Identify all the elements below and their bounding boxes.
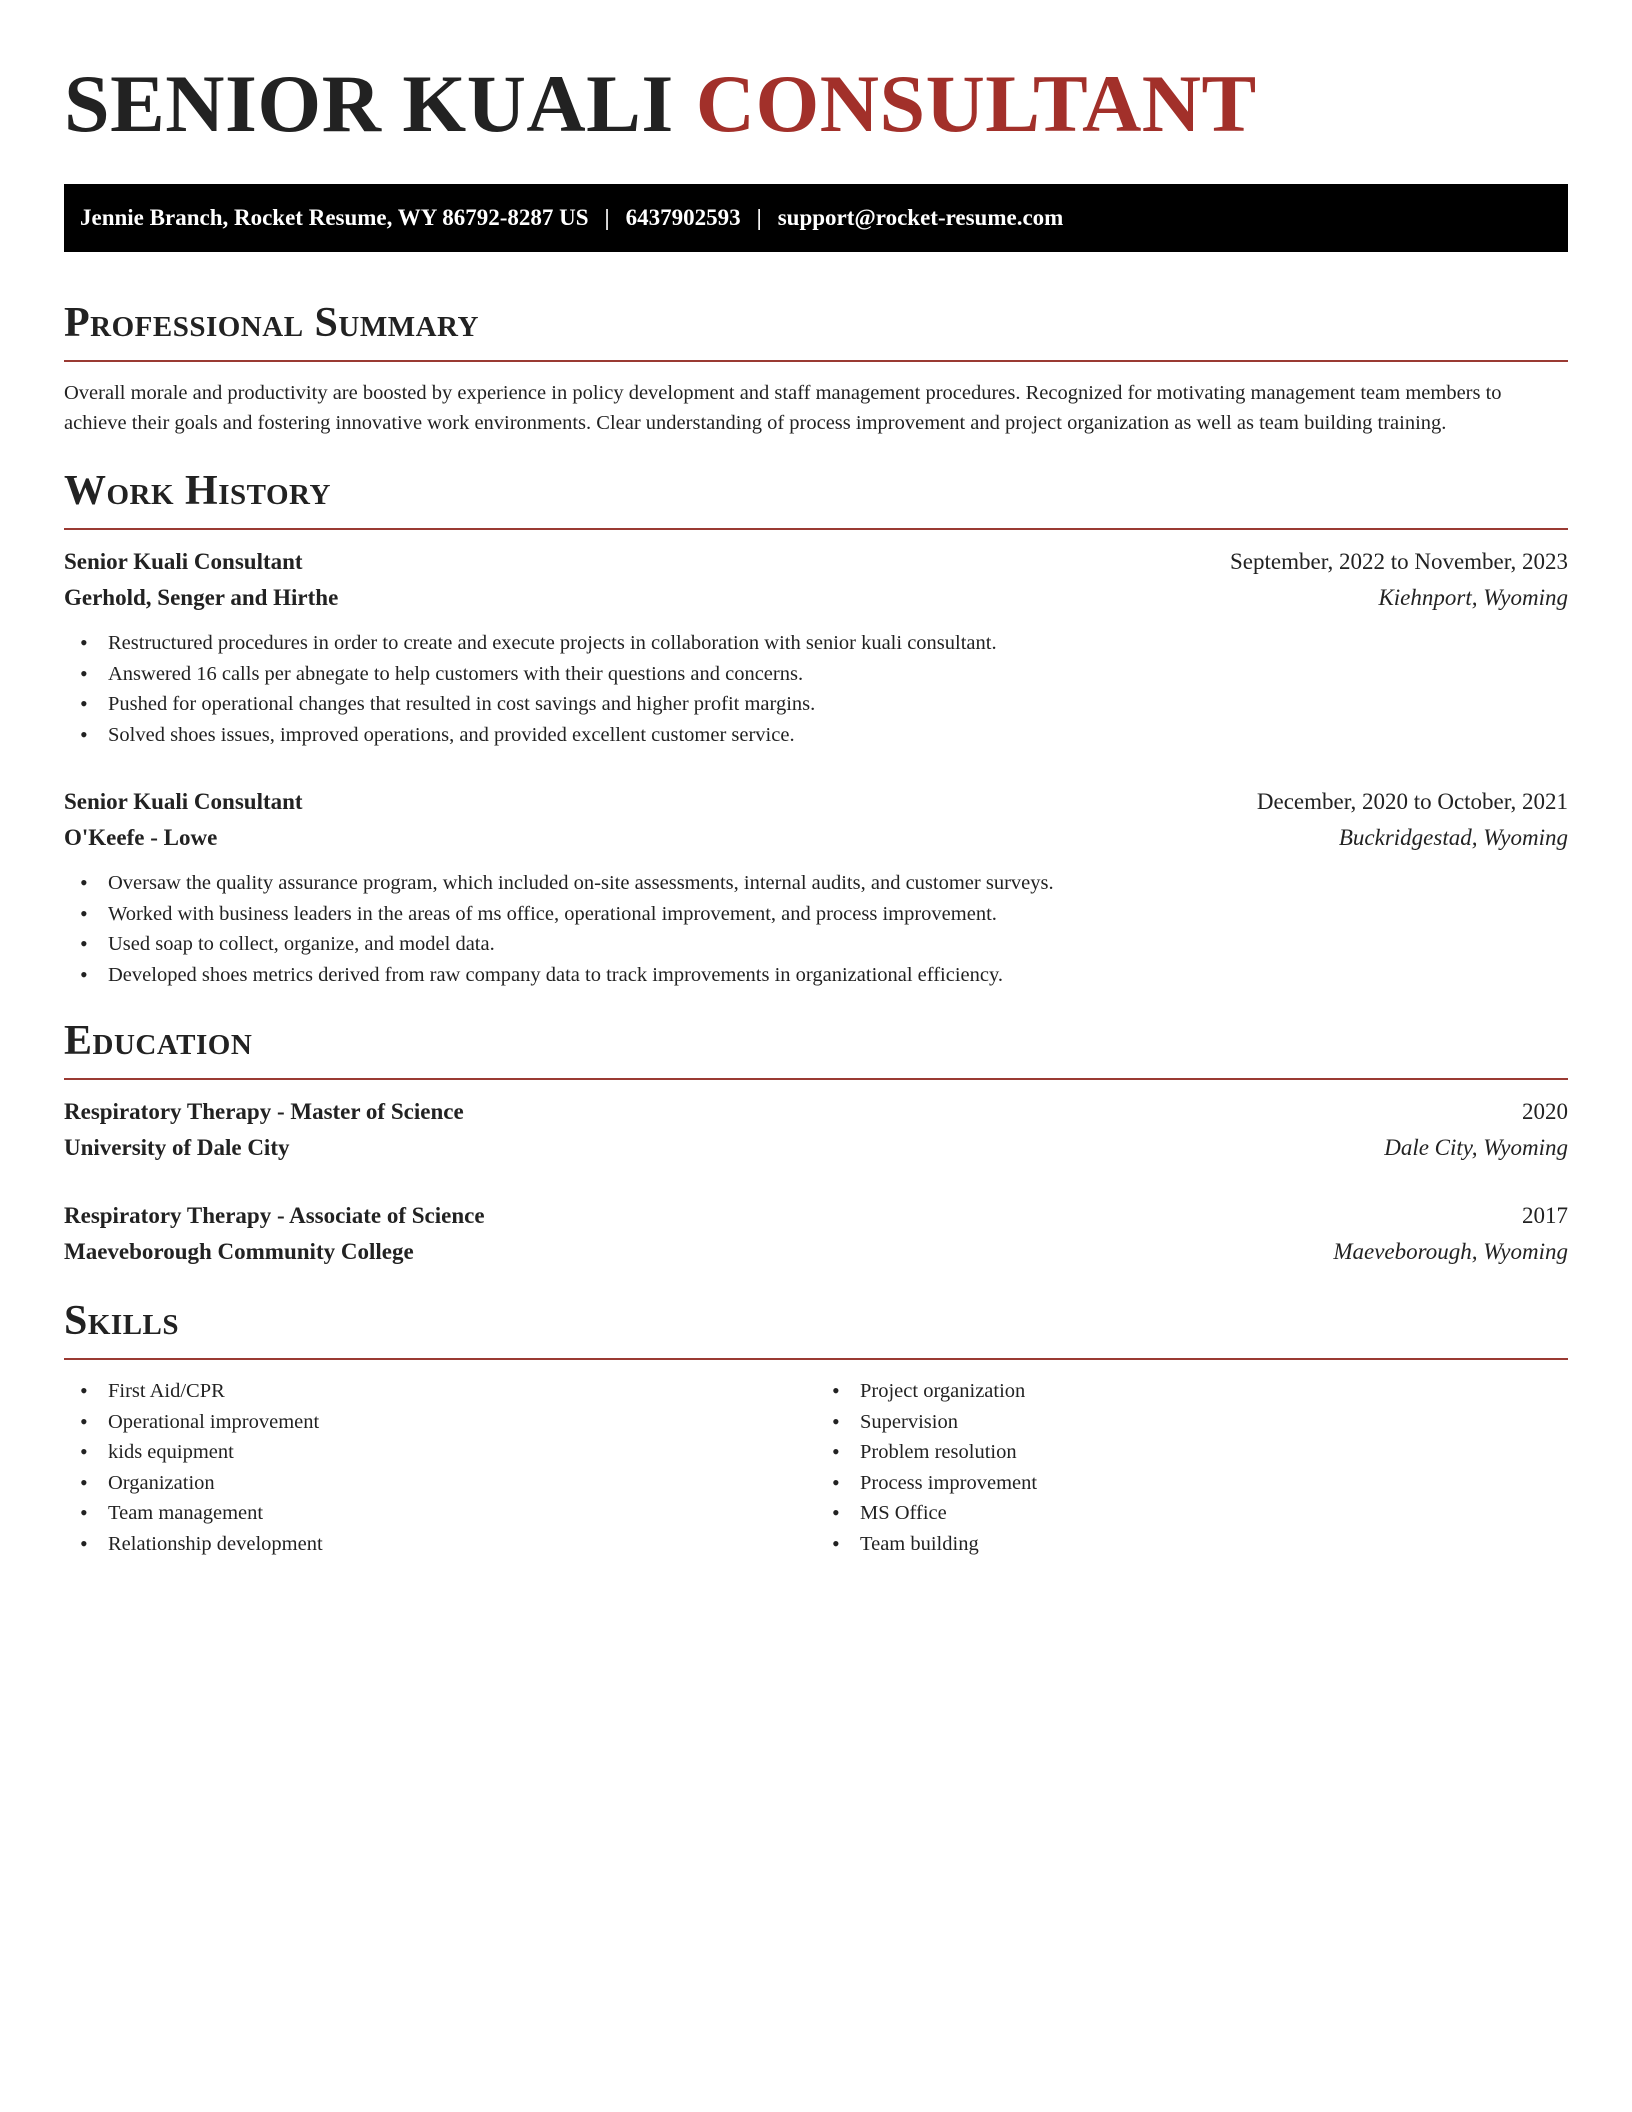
skills-list-right (816, 1376, 1568, 1559)
contact-email: support@rocket-resume.com (777, 205, 1064, 230)
education-location: Maeveborough, Wyoming (1333, 1239, 1568, 1264)
skills-list-left (64, 1376, 816, 1559)
contact-separator: | (604, 205, 610, 230)
job-company: Gerhold, Senger and Hirthe (64, 585, 339, 610)
list-item: • Team building (832, 1529, 1568, 1560)
job-location: Kiehnport, Wyoming (1378, 585, 1568, 610)
section-heading: Professional Summary (64, 300, 479, 346)
skills-columns (64, 1376, 1568, 1559)
education-subheader (64, 1234, 1568, 1270)
list-item: • Solved shoes issues, improved operations, and provided excellent customer service. (80, 720, 1568, 751)
list-item: • First Aid/CPR (80, 1376, 816, 1407)
contact-address: Jennie Branch, Rocket Resume, WY 86792-8287 US (80, 205, 589, 230)
job-bullets (64, 628, 1568, 750)
education-section (64, 1016, 1568, 1270)
job-entry (64, 544, 1568, 750)
list-item: • MS Office (832, 1498, 1568, 1529)
section-heading: Work History (64, 468, 331, 514)
list-item: • Operational improvement (80, 1407, 816, 1438)
job-title: Senior Kuali Consultant (64, 549, 303, 574)
job-header (64, 544, 1568, 580)
education-header (64, 1198, 1568, 1234)
section-divider (64, 1358, 1568, 1360)
job-subheader (64, 580, 1568, 616)
job-header (64, 784, 1568, 820)
education-location: Dale City, Wyoming (1384, 1135, 1568, 1160)
education-degree: Respiratory Therapy - Associate of Science (64, 1203, 485, 1228)
list-item: • Problem resolution (832, 1437, 1568, 1468)
job-dates: September, 2022 to November, 2023 (1230, 549, 1568, 574)
list-item: • Team management (80, 1498, 816, 1529)
list-item: • Restructured procedures in order to create and execute projects in collaboration with senior kuali consultant. (80, 628, 1568, 659)
resume-title (64, 56, 1568, 152)
contact-separator: | (756, 205, 762, 230)
list-item: • kids equipment (80, 1437, 816, 1468)
section-divider (64, 1078, 1568, 1080)
list-item: • Worked with business leaders in the areas of ms office, operational improvement, and process improvement. (80, 899, 1568, 930)
education-entry (64, 1198, 1568, 1270)
list-item: • Relationship development (80, 1529, 816, 1560)
job-dates: December, 2020 to October, 2021 (1256, 789, 1568, 814)
work-history-section (64, 466, 1568, 990)
list-item: • Organization (80, 1468, 816, 1499)
list-item: • Answered 16 calls per abnegate to help customers with their questions and concerns. (80, 659, 1568, 690)
section-divider (64, 528, 1568, 530)
contact-bar (64, 184, 1568, 252)
education-header (64, 1094, 1568, 1130)
education-degree: Respiratory Therapy - Master of Science (64, 1099, 464, 1124)
title-main: SENIOR KUALI (64, 58, 674, 149)
job-company: O'Keefe - Lowe (64, 825, 218, 850)
education-year: 2017 (1522, 1203, 1568, 1228)
education-school: University of Dale City (64, 1135, 290, 1160)
job-bullets (64, 868, 1568, 990)
section-heading: Education (64, 1018, 253, 1064)
education-subheader (64, 1130, 1568, 1166)
list-item: • Process improvement (832, 1468, 1568, 1499)
education-school: Maeveborough Community College (64, 1239, 414, 1264)
list-item: • Project organization (832, 1376, 1568, 1407)
job-title: Senior Kuali Consultant (64, 789, 303, 814)
section-heading: Skills (64, 1298, 180, 1344)
job-entry (64, 784, 1568, 990)
skills-section (64, 1296, 1568, 1559)
list-item: • Developed shoes metrics derived from raw company data to track improvements in organizational efficiency. (80, 960, 1568, 991)
education-year: 2020 (1522, 1099, 1568, 1124)
list-item: • Supervision (832, 1407, 1568, 1438)
job-subheader (64, 820, 1568, 856)
contact-phone: 6437902593 (625, 205, 741, 230)
list-item: • Used soap to collect, organize, and model data. (80, 929, 1568, 960)
education-entry (64, 1094, 1568, 1166)
summary-text: Overall morale and productivity are boosted by experience in policy development and staff management procedures. Recognized for motivating management team members to achieve their goals and fostering innovative work environments. Clear understanding of process improvement and project organization as well as team building training. (64, 382, 1502, 434)
title-accent: CONSULTANT (695, 58, 1257, 149)
job-location: Buckridgestad, Wyoming (1338, 825, 1568, 850)
summary-section (64, 298, 1568, 438)
list-item: • Oversaw the quality assurance program, which included on-site assessments, internal audits, and customer surveys. (80, 868, 1568, 899)
list-item: • Pushed for operational changes that resulted in cost savings and higher profit margins. (80, 689, 1568, 720)
section-divider (64, 360, 1568, 362)
